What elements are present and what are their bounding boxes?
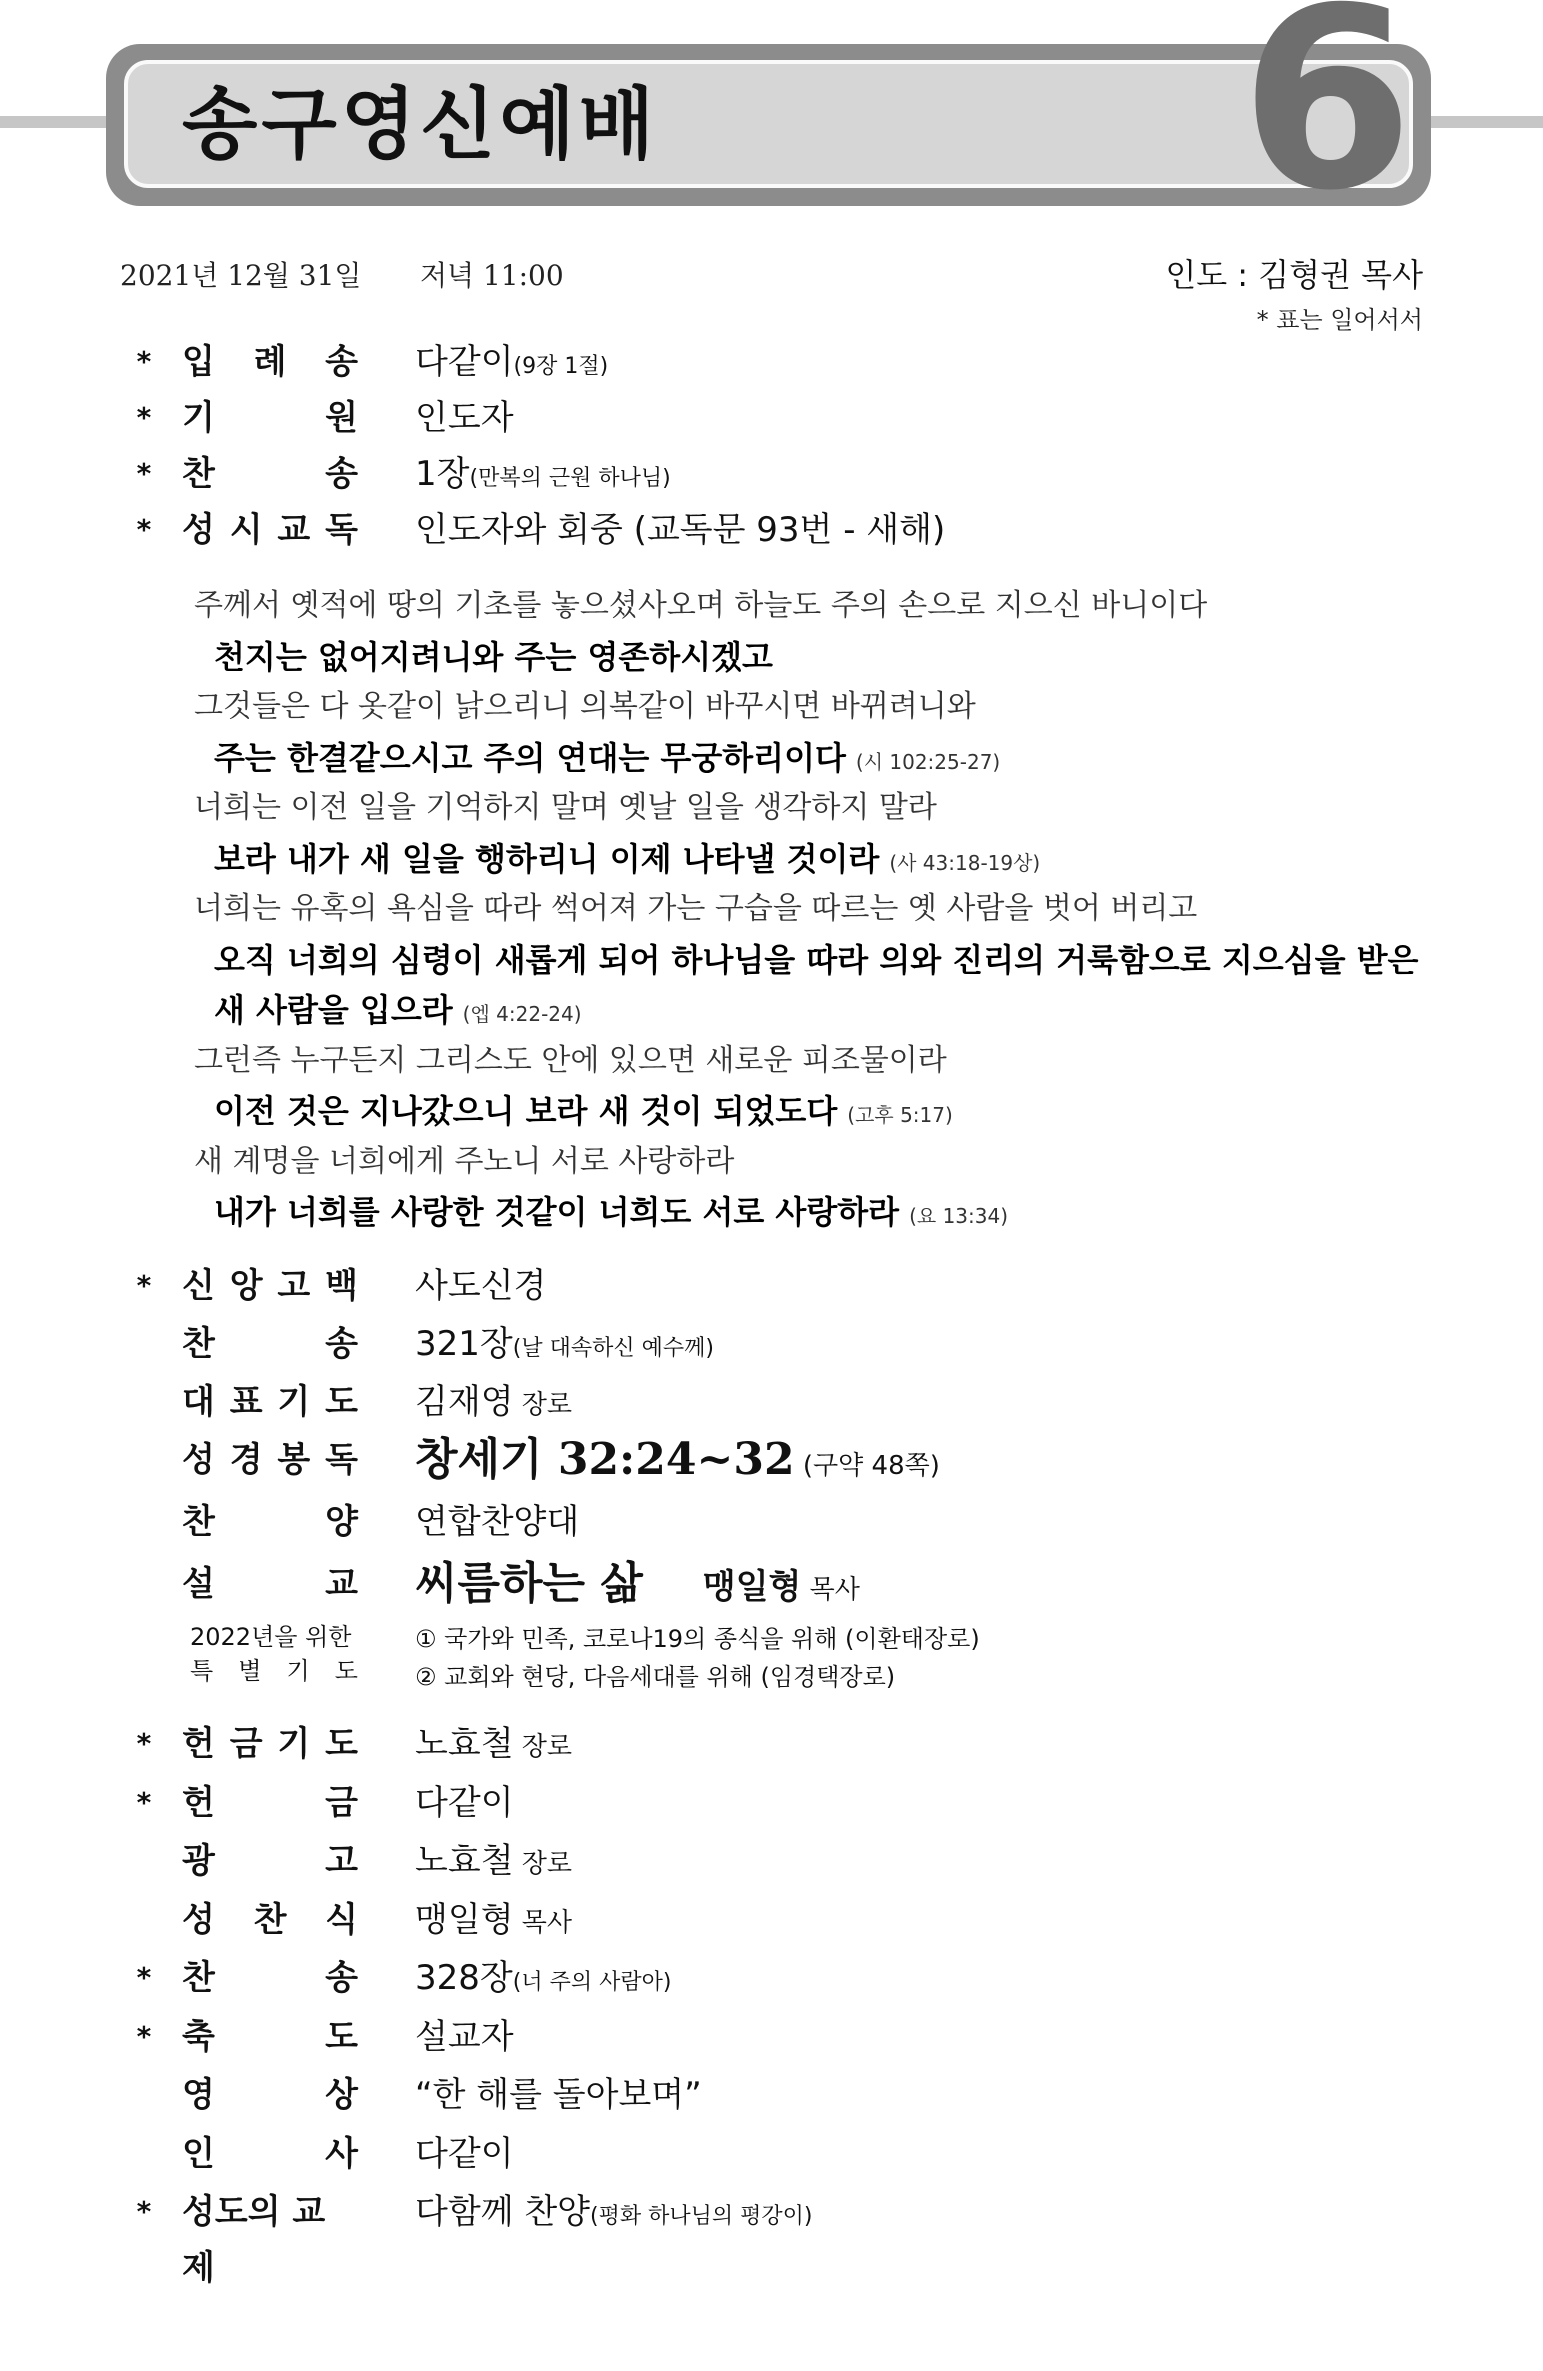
label-char: 성도의 교제 [182,2192,326,2288]
item-value [415,446,671,507]
value-note: (평화 하나님의 평강이) [590,2204,813,2229]
reading-line-leader [0,1138,1543,1186]
reading-reference: (사 43:18-19상) [889,850,1041,875]
value-text: 김재영 [415,1382,514,1422]
special-prayer-item: ① 국가와 민족, 코로나19의 종식을 위해 (이환태장로) [415,1625,980,1653]
order-mid-item [0,1494,1543,1550]
value-text: “한 해를 돌아보며” [415,2075,702,2115]
label-char: 도 [325,1724,358,1764]
value-text: 인도자와 회중 (교독문 93번 - 새해) [415,510,946,550]
order-end-item [0,2067,1543,2123]
label-char: 기 [182,398,215,438]
page-number: 6 [1240,0,1414,245]
order-end-item [0,1892,1543,1948]
reading-words: 주께서 옛적에 땅의 기초를 놓으셨사오며 하늘도 주의 손으로 지으신 바니이다 [194,588,1208,623]
label-char: 찬 [182,1502,215,1542]
item-label [182,1716,358,1772]
value-text: 노효철 [415,1724,514,1764]
value-note: (너 주의 사람아) [512,1970,672,1995]
value-text: 328장 [415,1958,513,1998]
label-char: 교 [277,510,311,550]
standing-marker: * [136,1785,152,1819]
label-char: 금 [325,1782,358,1823]
item-value [415,1556,860,1618]
reading-words: 너희는 이전 일을 기억하지 말며 옛날 일을 생각하지 말라 [194,790,937,825]
reading-text [194,885,1197,933]
reading-line-leader [0,683,1543,731]
reading-text [214,936,1418,984]
standing-marker: * [136,457,152,490]
reading-words: 새 계명을 너희에게 주노니 서로 사랑하라 [194,1143,735,1179]
reading-words: 그것들은 다 옷같이 낡으리니 의복같이 바꾸시면 바뀌려니와 [194,689,976,724]
label-char: 기 [277,1724,311,1764]
label-char: 도 [334,1657,358,1685]
reading-text [194,582,1207,630]
label-char: 시 [229,510,263,550]
label-char: 봉 [277,1440,311,1480]
reading-line-people [0,1188,1543,1236]
label-char: 송 [325,342,358,382]
special-prayer-label-line1: 2022년을 위한 [190,1623,352,1651]
special-prayer-label-line2 [190,1654,358,1688]
standing-marker: * [136,1269,152,1302]
reading-reference: (고후 5:17) [847,1103,953,1127]
item-label [182,1950,358,2006]
reading-reference: (엡 4:22-24) [462,1002,582,1026]
reading-text [214,835,1040,887]
label-char: 성 [182,510,215,550]
value-note: (날 대속하신 예수께) [512,1336,714,1361]
item-label [182,1494,358,1550]
label-char: 경 [229,1440,263,1480]
reading-text [194,683,976,731]
item-label [182,2009,358,2065]
label-char: 신 [182,1266,215,1306]
value-suffix: 장로 [513,1732,573,1762]
reading-words: 그런즉 누구든지 그리스도 안에 있으면 새로운 피조물이라 [194,1042,947,1078]
item-value [415,2009,514,2065]
order-end-item [0,1775,1543,1831]
reading-words: 오직 너희의 심령이 새롭게 되어 하나님을 따라 의와 진리의 거룩함으로 지으심을 받은 [214,940,1419,979]
label-char: 찬 [182,454,215,494]
label-char: 표 [229,1382,263,1422]
standing-marker: * [136,1727,152,1760]
value-note: (9장 1절) [513,354,609,379]
item-label [182,1316,358,1372]
order-top-item [0,502,1543,558]
item-value [415,1950,671,2011]
reading-text [214,1087,953,1139]
reading-reference: (요 13:34) [909,1204,1009,1228]
item-value [415,502,945,558]
label-char: 양 [325,1502,358,1542]
scripture-reference: 창세기 32:24~32 [415,1434,795,1485]
label-char: 축 [182,2016,215,2057]
item-label [182,2126,358,2182]
label-char: 례 [253,342,287,382]
label-char: 대 [182,1382,215,1422]
item-value [415,390,514,446]
standing-marker: * [136,2195,152,2228]
standing-marker: * [136,345,152,378]
reading-text [194,1138,734,1186]
label-char: 고 [277,1266,311,1306]
special-prayer-label [190,1620,358,1688]
order-top-item [0,334,1543,390]
item-label [182,502,358,558]
standing-note: * 표는 일어서서 [1256,306,1423,334]
standing-marker: * [136,1961,152,1994]
label-char: 원 [325,398,358,438]
order-mid-item [0,1432,1543,1488]
item-label [182,1833,358,1889]
label-char: 인 [182,2133,215,2174]
order-mid-item [0,1316,1543,1372]
value-text: 다같이 [415,1782,514,1823]
value-text: 사도신경 [415,1266,547,1306]
reading-words: 너희는 유혹의 욕심을 따라 썩어져 가는 구습을 따르는 옛 사람을 벗어 버리고 [194,891,1198,926]
label-char: 송 [325,1324,358,1364]
order-top-item [0,446,1543,502]
label-char: 도 [325,1382,358,1422]
value-suffix: 장로 [513,1390,573,1420]
value-text: 연합찬양대 [415,1502,580,1542]
label-char: 금 [229,1724,263,1764]
order-mid-item [0,1374,1543,1430]
item-value [415,334,608,395]
scripture-page: (구약 48쪽) [794,1451,940,1481]
item-label [182,1374,358,1430]
reading-words: 주는 한결같으시고 주의 연대는 무궁하리이다 [214,738,846,777]
reading-text [194,784,937,832]
reading-text [214,986,582,1038]
value-text: 다함께 찬양 [415,2192,591,2232]
label-char: 기 [286,1657,310,1685]
label-char: 별 [238,1657,262,1685]
item-label [182,2067,358,2123]
standing-marker: * [136,401,152,434]
label-char: 찬 [182,1958,215,1998]
item-value [415,2126,514,2182]
page-title: 송구영신예배 [182,80,659,170]
value-text: 1장 [415,454,470,494]
reading-words: 새 사람을 입으라 [214,991,453,1029]
item-label [182,2184,358,2296]
label-char: 기 [277,1382,311,1422]
label-char: 광 [182,1841,215,1881]
item-value [415,1892,572,1951]
item-value [415,1833,572,1892]
label-char: 설 [182,1564,215,1604]
reading-text [214,633,773,681]
order-mid-item [0,1258,1543,1314]
order-end-item [0,1833,1543,1889]
value-text: 다같이 [415,342,514,382]
service-date: 2021년 12월 31일 [120,259,362,292]
order-end-item [0,2184,1543,2288]
item-value [415,1316,714,1377]
reading-line-leader [0,582,1543,630]
label-char: 독 [325,510,358,550]
special-prayer-row [0,1620,1543,1700]
order-end-item [0,2009,1543,2065]
label-char: 백 [325,1266,358,1306]
reading-line-people [0,734,1543,782]
label-char: 도 [325,2016,358,2057]
service-leader: 인도 : 김형권 목사 [1165,256,1423,294]
order-top-item [0,390,1543,446]
special-prayer-item: ② 교회와 현당, 다음세대를 위해 (임경택장로) [415,1663,896,1691]
label-char: 송 [325,454,358,494]
reading-text [214,734,1000,786]
item-value [415,1775,514,1831]
order-end-item [0,1716,1543,1772]
value-text: 다같이 [415,2133,514,2174]
label-char: 헌 [182,1724,215,1764]
label-char: 상 [325,2075,358,2115]
service-time: 저녁 11:00 [420,259,564,292]
value-text: 설교자 [415,2016,514,2057]
label-char: 찬 [182,1324,215,1364]
reading-line-people [0,633,1543,681]
reading-line-people [0,835,1543,883]
reading-line-people [0,1087,1543,1135]
item-label [182,1556,358,1612]
item-value [415,1374,572,1433]
value-suffix: 장로 [513,1849,573,1879]
label-char: 찬 [253,1899,287,1940]
label-char: 사 [325,2133,358,2174]
label-char: 교 [325,1564,358,1604]
reading-words: 천지는 없어지려니와 주는 영존하시겠고 [214,637,773,676]
item-value [415,1432,940,1494]
value-text: 노효철 [415,1841,514,1881]
item-label [182,446,358,502]
label-char: 독 [325,1440,358,1480]
reading-line-people [0,936,1543,984]
value-text: 인도자 [415,398,514,438]
reading-words: 이전 것은 지나갔으니 보라 새 것이 되었도다 [214,1092,838,1130]
item-label [182,1258,358,1314]
reading-line-leader [0,784,1543,832]
standing-marker: * [136,2019,152,2053]
value-text: 321장 [415,1324,513,1364]
reading-text [214,1188,1008,1240]
sermon-title: 씨름하는 삶 [415,1558,643,1609]
preacher-name: 맹일형 [702,1567,802,1607]
reading-line-leader [0,885,1543,933]
label-char: 성 [182,1440,215,1480]
item-label [182,1775,358,1831]
label-char: 송 [325,1958,358,1998]
item-label [182,334,358,390]
item-value [415,2067,702,2123]
item-label [182,390,358,446]
item-value [415,1258,546,1314]
reading-words: 내가 너희를 사랑한 것같이 너희도 서로 사랑하라 [214,1193,900,1231]
value-suffix: 목사 [513,1907,573,1938]
reading-words: 보라 내가 새 일을 행하리니 이제 나타낼 것이라 [214,839,880,878]
label-char: 식 [325,1899,358,1940]
label-char: 영 [182,2075,215,2115]
special-prayer-items [415,1620,980,1696]
reading-text [194,1037,947,1085]
standing-marker: * [136,513,152,546]
label-char: 성 [182,1899,215,1940]
label-char: 입 [182,342,215,382]
order-end-item [0,1950,1543,2006]
label-char: 헌 [182,1782,215,1823]
order-end-item [0,2126,1543,2182]
value-text: 맹일형 [415,1899,514,1940]
item-label [182,1892,358,1948]
label-char: 고 [325,1841,358,1881]
value-note: (만복의 근원 하나님) [469,466,671,491]
item-value [415,2184,812,2245]
item-value [415,1716,572,1775]
order-mid-item [0,1556,1543,1612]
preacher-title: 목사 [801,1575,860,1605]
reading-line-people [0,986,1543,1034]
reading-reference: (시 102:25-27) [855,749,1001,774]
item-label [182,1432,358,1488]
label-char: 앙 [229,1266,263,1306]
reading-line-leader [0,1037,1543,1085]
label-char: 특 [190,1657,214,1685]
item-value [415,1494,579,1550]
